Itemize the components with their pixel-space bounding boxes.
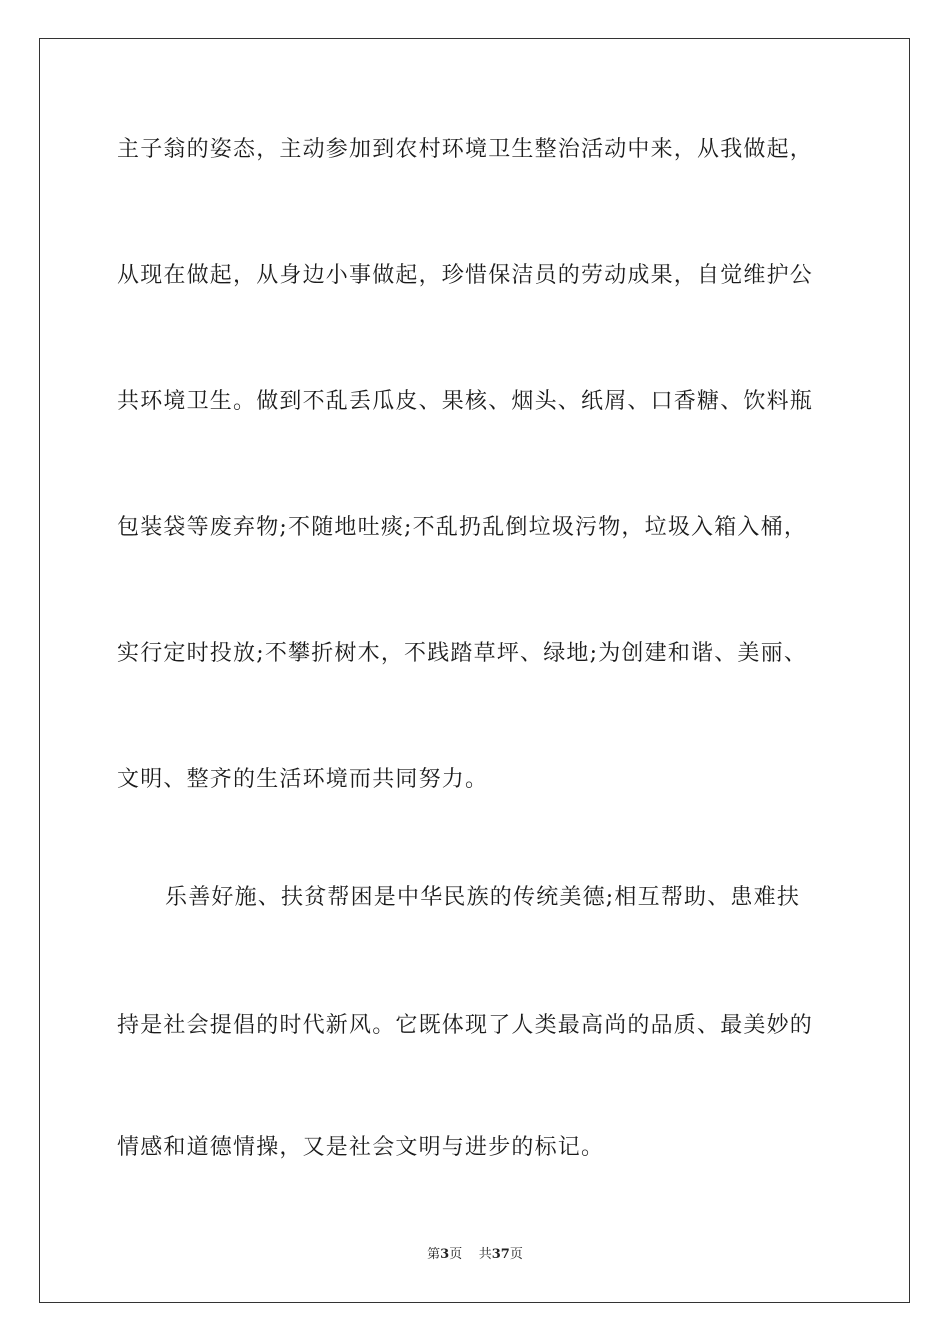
text-line-1: 主子翁的姿态，主动参加到农村环境卫生整治活动中来，从我做起， — [117, 137, 814, 162]
text-line-7: 乐善好施、扶贫帮困是中华民族的传统美德;相互帮助、患难扶 — [165, 885, 801, 910]
text-line-5: 实行定时投放;不攀折树木，不践踏草坪、绿地;为创建和谐、美丽、 — [117, 641, 808, 666]
text-line-6: 文明、整齐的生活环境而共同努力。 — [117, 767, 489, 792]
text-line-2: 从现在做起，从身边小事做起，珍惜保洁员的劳动成果，自觉维护公 — [117, 263, 814, 288]
page-number: 3 — [440, 1247, 450, 1262]
text-line-3: 共环境卫生。做到不乱丢瓜皮、果核、烟头、纸屑、口香糖、饮料瓶 — [117, 389, 814, 414]
total-pages: 37 — [491, 1247, 510, 1262]
text-line-4: 包装袋等废弃物;不随地吐痰;不乱扔乱倒垃圾污物，垃圾入箱入桶， — [117, 515, 808, 540]
page-border — [39, 38, 910, 1303]
page-prefix: 第 — [427, 1247, 441, 1262]
text-line-8: 持是社会提倡的时代新风。它既体现了人类最高尚的品质、最美妙的 — [117, 1013, 814, 1038]
total-suffix: 页 — [509, 1247, 523, 1262]
page-suffix: 页 — [449, 1247, 463, 1262]
text-line-9: 情感和道德情操，又是社会文明与进步的标记。 — [117, 1135, 605, 1160]
total-prefix: 共 — [478, 1247, 492, 1262]
page-footer — [0, 1246, 950, 1264]
